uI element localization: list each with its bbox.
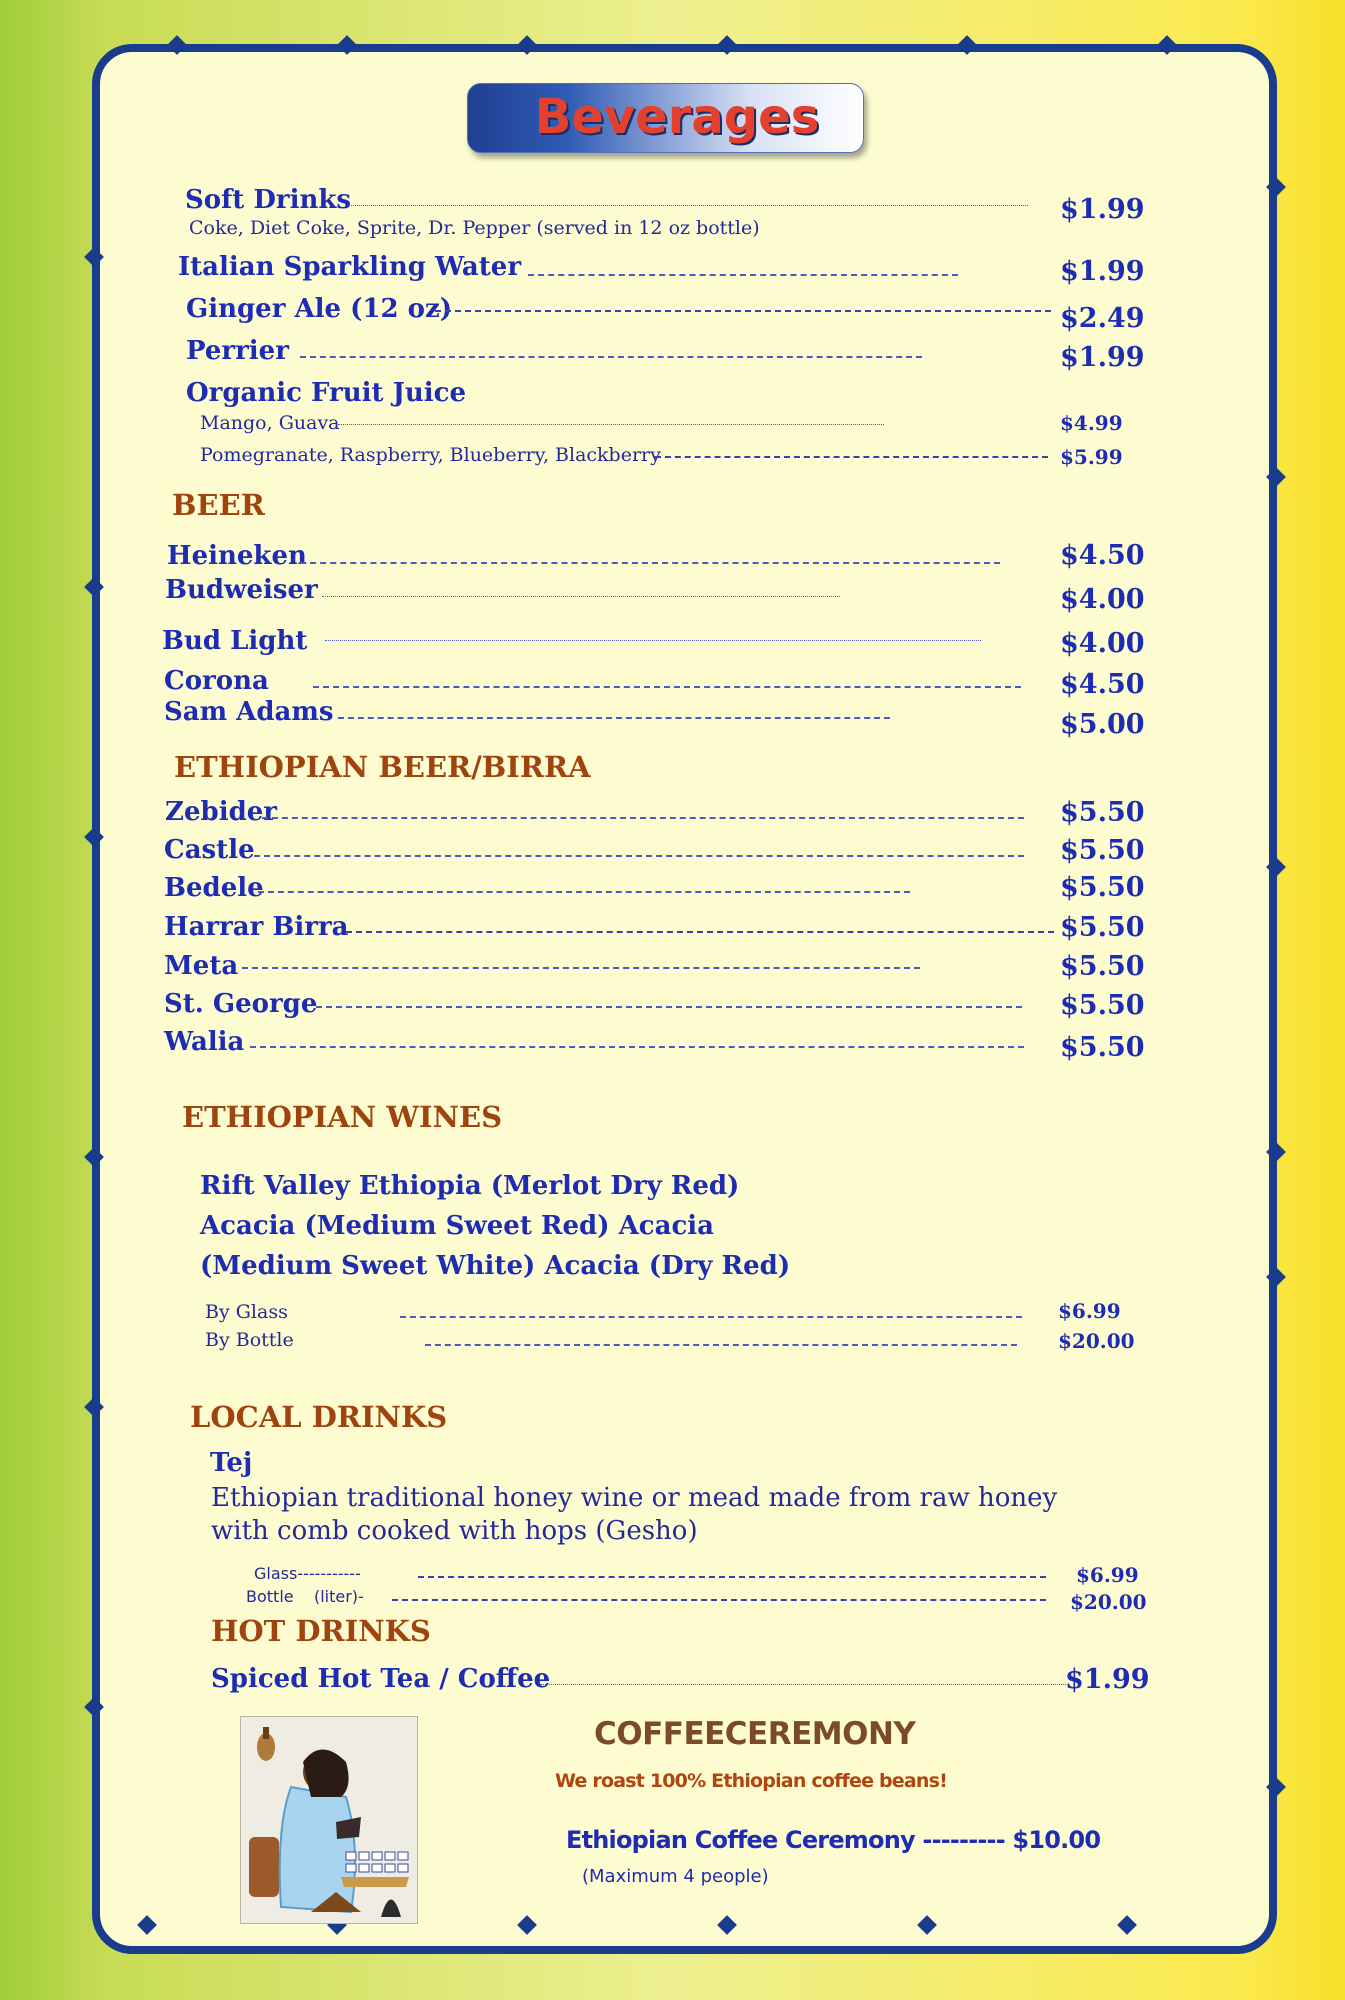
leader-dots (418, 1576, 1046, 1578)
menu-item-name: Bedele (164, 873, 264, 903)
menu-item-price: $1.99 (1065, 1664, 1150, 1695)
leader-dots (300, 356, 922, 358)
menu-item-price: $4.50 (1060, 669, 1145, 700)
section-heading-hot: HOT DRINKS (211, 1614, 431, 1648)
leader-dots (338, 717, 890, 719)
menu-item-name: Italian Sparkling Water (178, 252, 522, 282)
menu-item-name: Organic Fruit Juice (186, 378, 467, 408)
leader-dots (528, 274, 958, 276)
wine-price: $20.00 (1058, 1329, 1135, 1353)
coffee-ceremony-illustration (241, 1717, 417, 1923)
menu-item-name: Ginger Ale (12 oz) (186, 294, 453, 324)
menu-item-price: $5.50 (1060, 912, 1145, 943)
leader-dots (425, 1344, 1017, 1346)
leader-dots (346, 931, 1054, 933)
menu-item-name: Castle (164, 835, 255, 865)
menu-item-price: $4.00 (1060, 628, 1145, 659)
wine-price: $6.99 (1058, 1299, 1121, 1323)
menu-item-name: Harrar Birra (164, 912, 349, 942)
coffee-ceremony-title: COFFEECEREMONY (594, 1716, 916, 1752)
leader-dots (313, 686, 1021, 688)
wine-serving: By Bottle (205, 1329, 294, 1351)
leader-dots (655, 456, 1048, 458)
menu-item-name: Bud Light (162, 626, 308, 656)
leader-dots (242, 967, 920, 969)
menu-item-name: Heineken (167, 541, 307, 571)
tej-serving: Bottle (liter)- (246, 1587, 364, 1606)
menu-item-price: $5.50 (1060, 835, 1145, 866)
page-title: Beverages (534, 89, 820, 145)
menu-item-name: Tej (210, 1448, 253, 1478)
leader-dots (345, 205, 1028, 206)
wine-line: Acacia (Medium Sweet Red) Acacia (200, 1211, 714, 1241)
leader-dots (400, 1316, 1022, 1318)
juice-price: $4.99 (1060, 411, 1123, 435)
menu-item-price: $5.50 (1060, 951, 1145, 982)
menu-item-name: Budweiser (165, 575, 318, 605)
wine-serving: By Glass (205, 1301, 288, 1323)
menu-item-name: Soft Drinks (185, 185, 352, 215)
leader-dots (300, 562, 1000, 564)
leader-dots (316, 1006, 1022, 1008)
tej-serving: Glass----------- (254, 1564, 361, 1583)
menu-item-price: $2.49 (1060, 303, 1145, 334)
menu-item-name: Corona (164, 666, 269, 696)
tej-price: $6.99 (1076, 1563, 1139, 1587)
juice-option: Pomegranate, Raspberry, Blueberry, Blackberry (200, 444, 661, 466)
leader-dots (435, 310, 1051, 312)
menu-item-name: Walia (164, 1027, 245, 1057)
leader-dots (262, 817, 1024, 819)
menu-item-name: Spiced Hot Tea / Coffee (211, 1664, 551, 1694)
coffee-ceremony-dashes: --------- (922, 1826, 1013, 1854)
wine-line: (Medium Sweet White) Acacia (Dry Red) (200, 1251, 791, 1281)
wine-line: Rift Valley Ethiopia (Merlot Dry Red) (200, 1171, 740, 1201)
menu-item-price: $5.50 (1060, 990, 1145, 1021)
menu-item-desc: Ethiopian traditional honey wine or mead made from raw honey with comb cooked with hops (Gesho) (211, 1483, 1058, 1546)
menu-item-price: $1.99 (1060, 194, 1145, 225)
coffee-ceremony-painting (240, 1716, 418, 1924)
coffee-ceremony-item (566, 1826, 1100, 1854)
juice-price: $5.99 (1060, 445, 1123, 469)
coffee-ceremony-price: $10.00 (1012, 1826, 1101, 1854)
juice-option: Mango, Guava (200, 412, 340, 434)
leader-dots (338, 424, 884, 425)
leader-dots (254, 855, 1024, 857)
leader-dots (392, 1599, 1046, 1601)
coffee-ceremony-note: (Maximum 4 people) (582, 1866, 769, 1887)
menu-item-name: Perrier (186, 336, 289, 366)
menu-item-price: $5.50 (1060, 797, 1145, 828)
section-heading-wines: ETHIOPIAN WINES (182, 1100, 503, 1134)
leader-dots (258, 891, 910, 893)
section-heading-local: LOCAL DRINKS (190, 1400, 448, 1434)
menu-item-price: $1.99 (1060, 342, 1145, 373)
menu-item-price: $5.50 (1060, 1032, 1145, 1063)
tej-price: $20.00 (1070, 1590, 1147, 1614)
menu-item-desc: Coke, Diet Coke, Sprite, Dr. Pepper (served in 12 oz bottle) (189, 217, 760, 239)
coffee-ceremony-subtitle: We roast 100% Ethiopian coffee beans! (555, 1770, 948, 1792)
leader-dots (250, 1046, 1024, 1048)
leader-dots (540, 1684, 1066, 1685)
leader-dots (325, 640, 981, 641)
menu-item-name: St. George (164, 989, 318, 1019)
menu-item-price: $4.00 (1060, 584, 1145, 615)
menu-item-name: Sam Adams (164, 697, 334, 727)
section-heading-beer: BEER (172, 488, 265, 522)
menu-item-price: $1.99 (1060, 256, 1145, 287)
coffee-ceremony-name: Ethiopian Coffee Ceremony (566, 1826, 915, 1854)
menu-item-price: $5.50 (1060, 872, 1145, 903)
section-heading-ethiopian-beer: ETHIOPIAN BEER/BIRRA (174, 750, 591, 784)
menu-item-name: Zebider (165, 797, 277, 827)
leader-dots (322, 596, 840, 597)
menu-item-price: $5.00 (1060, 709, 1145, 740)
menu-item-price: $4.50 (1060, 540, 1145, 571)
menu-item-name: Meta (164, 951, 239, 981)
